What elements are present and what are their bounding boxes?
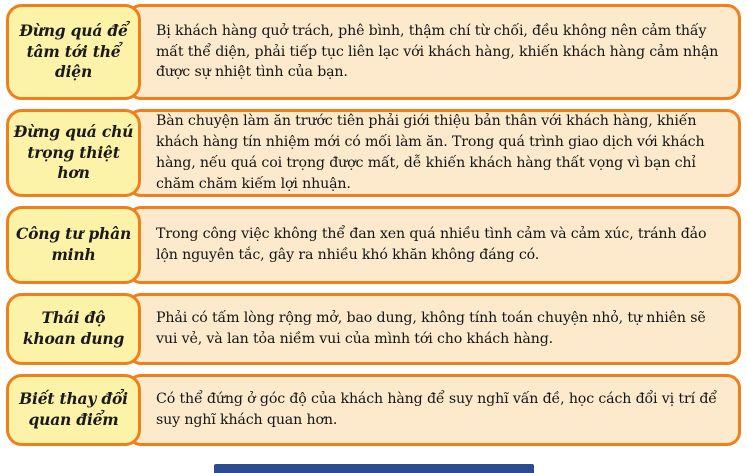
row-body-box bbox=[127, 109, 741, 197]
row-label: Đừng quá để tâm tới thể diện bbox=[19, 20, 128, 82]
bottom-accent-bar bbox=[214, 464, 534, 473]
table-row bbox=[6, 206, 741, 284]
table-row bbox=[6, 109, 741, 197]
table-row bbox=[6, 293, 741, 365]
row-body-box bbox=[127, 4, 741, 100]
row-body: Phải có tấm lòng rộng mở, bao dung, không tính toán chuyện nhỏ, tự nhiên sẽ vui vẻ, và lan tỏa niềm vui của mình tới cho khách hàng. bbox=[156, 310, 706, 347]
row-label-box bbox=[6, 109, 141, 197]
row-body-box bbox=[127, 374, 741, 446]
row-label: Thái độ khoan dung bbox=[22, 308, 125, 348]
table-row bbox=[6, 4, 741, 100]
row-label-box bbox=[6, 293, 141, 365]
row-body-box bbox=[127, 293, 741, 365]
row-body: Trong công việc không thể đan xen quá nhiều tình cảm và cảm xúc, tránh đảo lộn nguyên tắc, gây ra nhiều khó khăn không đáng có. bbox=[156, 226, 707, 263]
row-body: Có thể đứng ở góc độ của khách hàng để suy nghĩ vấn đề, học cách đổi vị trí để suy nghĩ khách quan hơn. bbox=[156, 391, 717, 428]
row-label-box bbox=[6, 206, 141, 284]
table-row bbox=[6, 374, 741, 446]
row-label-box bbox=[6, 4, 141, 100]
row-label: Biết thay đổi quan điểm bbox=[19, 389, 128, 429]
row-label: Đừng quá chú trọng thiệt hơn bbox=[13, 121, 134, 183]
row-body: Bàn chuyện làm ăn trước tiên phải giới thiệu bản thân với khách hàng, khiến khách hàng tín nhiệm mới có mối làm ăn. Trong quá trình giao dịch với khách hàng, nếu quá coi trọng được mất, dễ khiến khách hàng thất vọng vì bạn chỉ chăm chăm kiếm lợi nhuận. bbox=[156, 113, 705, 192]
row-label-box bbox=[6, 374, 141, 446]
row-label: Công tư phân minh bbox=[15, 224, 132, 264]
row-body: Bị khách hàng quở trách, phê bình, thậm chí từ chối, đều không nên cảm thấy mất thể diện, phải tiếp tục liên lạc với khách hàng, khiến khách hàng cảm nhận được sự nhiệt tình của bạn. bbox=[156, 22, 719, 81]
row-body-box bbox=[127, 206, 741, 284]
